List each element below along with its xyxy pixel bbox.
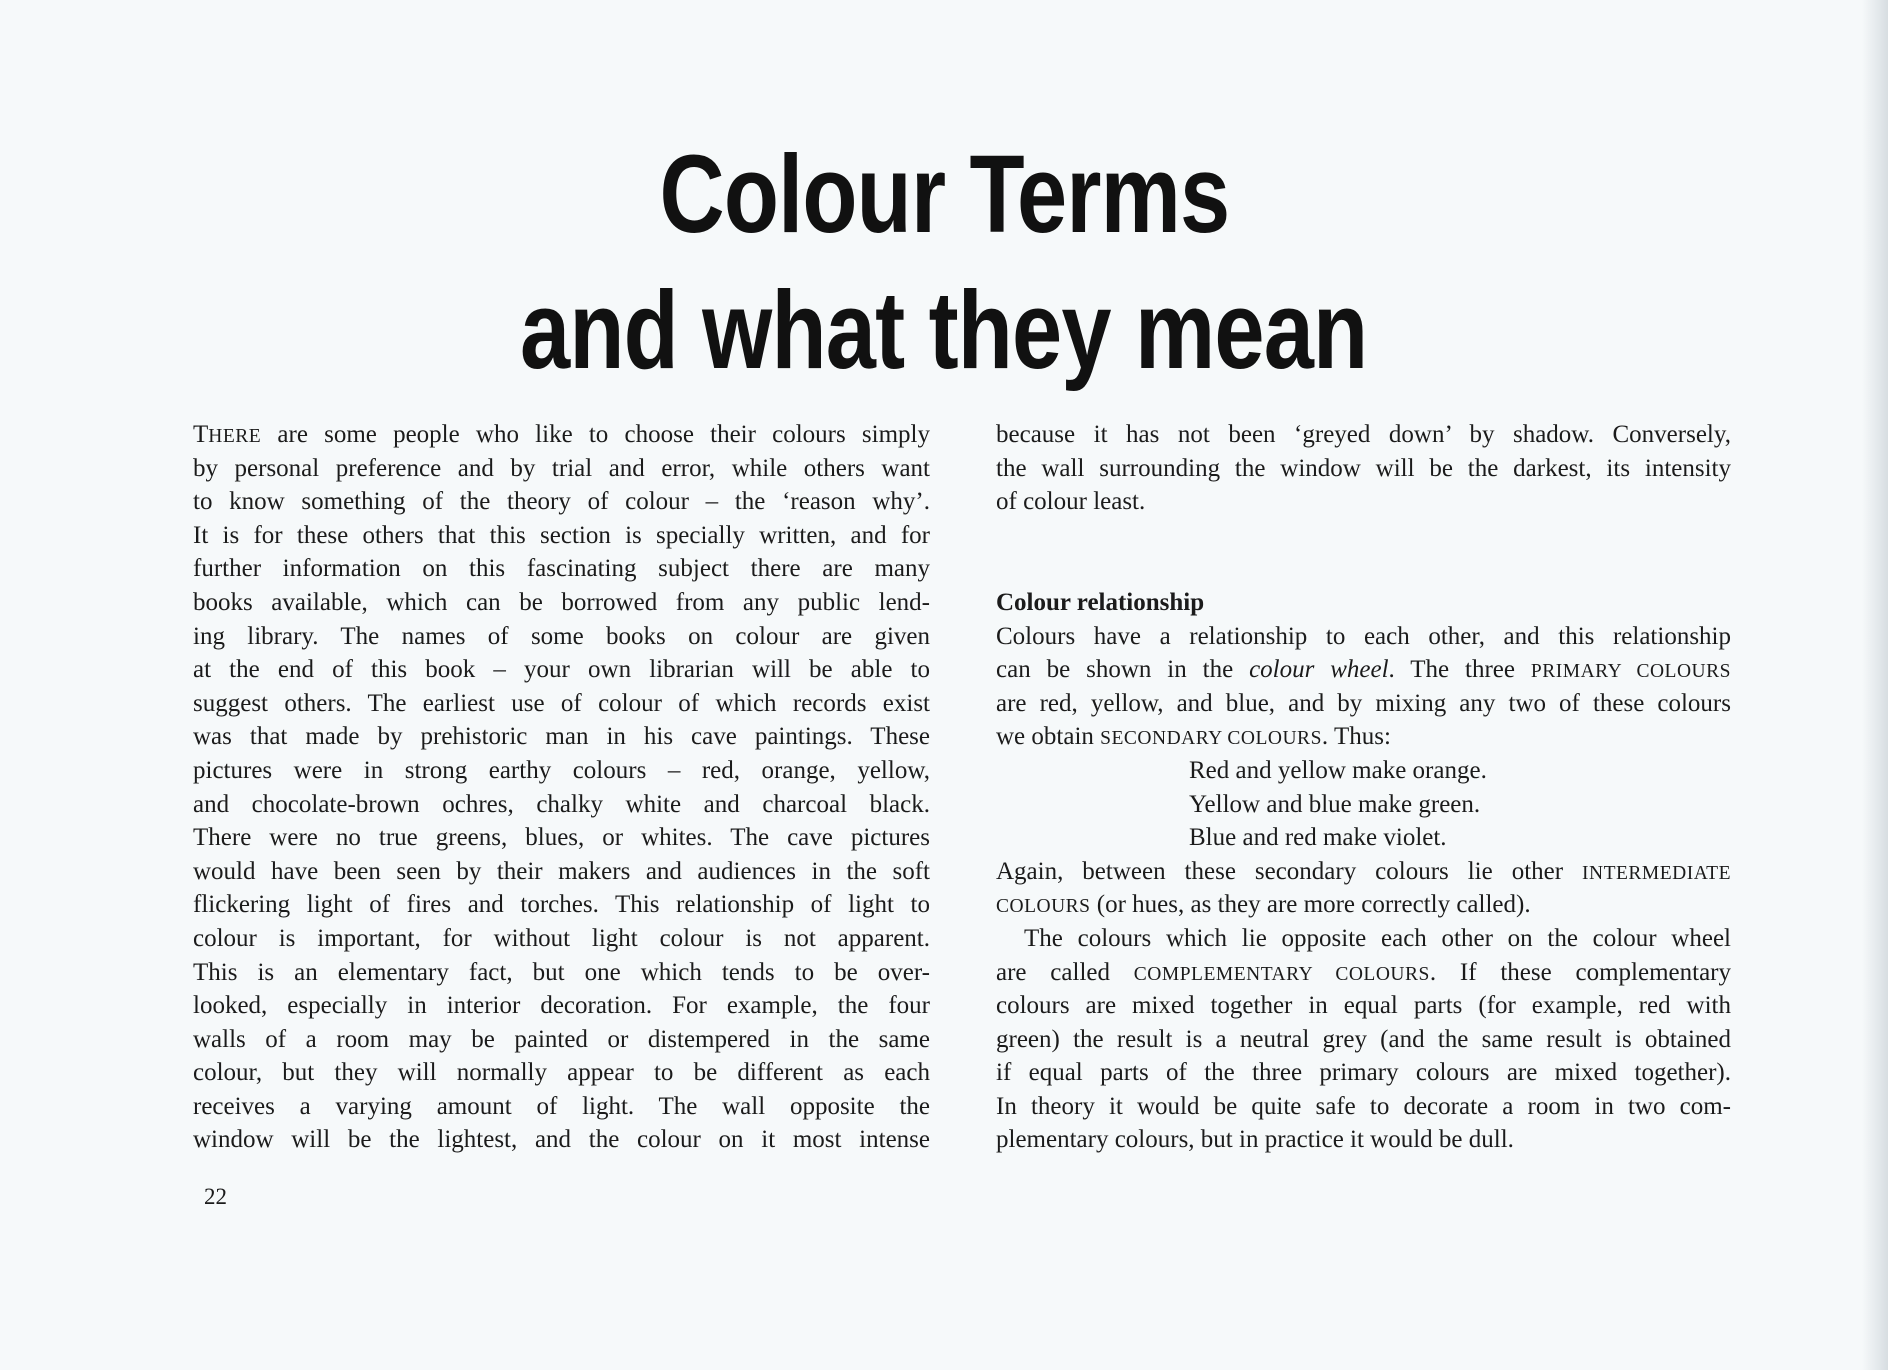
- text-segment: In theory it would be quite safe to decorate a room in two com-: [996, 1092, 1731, 1120]
- text-segment: Again, between these secondary colours lie other: [996, 857, 1583, 885]
- text-line: [193, 418, 930, 452]
- text-segment: Blue and red make violet.: [1189, 824, 1447, 852]
- text-line: [193, 989, 930, 1023]
- text-segment: The colours which lie opposite each other on the colour wheel: [1024, 924, 1731, 952]
- text-segment: the wall surrounding the window will be the darkest, its intensity: [996, 454, 1731, 482]
- text-segment: pictures were in strong earthy colours – red, orange, yellow,: [193, 756, 930, 784]
- text-line: [193, 888, 930, 922]
- text-line: [193, 452, 930, 486]
- small-caps-term: PRIMARY COLOURS: [1530, 661, 1731, 683]
- text-line: [996, 620, 1731, 654]
- small-caps-term: HERE: [208, 426, 262, 447]
- left-text-column: [193, 418, 930, 1157]
- text-line: [996, 1056, 1731, 1090]
- text-segment: books available, which can be borrowed from any public lend-: [193, 588, 930, 616]
- text-line: [996, 418, 1731, 452]
- text-line: [996, 754, 1731, 788]
- text-segment: would have been seen by their makers and audiences in the soft: [193, 857, 930, 885]
- text-segment: Colours have a relationship to each other, and this relationship: [996, 622, 1731, 650]
- text-line: [996, 1123, 1731, 1157]
- text-line: [996, 788, 1731, 822]
- text-line: [996, 1023, 1731, 1057]
- text-line: [996, 922, 1731, 956]
- text-line: [193, 1023, 930, 1057]
- text-segment: of colour least.: [996, 488, 1146, 516]
- text-line: [996, 687, 1731, 721]
- blank-line: [996, 552, 1731, 586]
- text-line: [193, 552, 930, 586]
- text-segment: It is for these others that this section is specially written, and for: [193, 521, 930, 549]
- text-segment: Red and yellow make orange.: [1189, 756, 1487, 784]
- text-line: [996, 1090, 1731, 1124]
- text-segment: . Thus:: [1321, 723, 1391, 751]
- title-line-1: [0, 133, 1888, 256]
- text-line: [996, 821, 1731, 855]
- small-caps-term: COMPLEMENTARY COLOURS: [1133, 963, 1430, 985]
- text-line: [193, 855, 930, 889]
- text-line: [996, 720, 1731, 754]
- text-segment: Yellow and blue make green.: [1189, 790, 1481, 818]
- text-segment: and chocolate-brown ochres, chalky white and charcoal black.: [193, 790, 930, 818]
- text-segment: looked, especially in interior decoration. For example, the four: [193, 992, 930, 1020]
- text-line: [193, 687, 930, 721]
- text-segment: This is an elementary fact, but one which tends to be over-: [193, 958, 930, 986]
- text-line: [996, 989, 1731, 1023]
- text-segment: colour, but they will normally appear to be different as each: [193, 1059, 930, 1087]
- text-line: [193, 485, 930, 519]
- text-segment: . If these complementary: [1429, 958, 1732, 986]
- small-caps-term: INTERMEDIATE: [1582, 862, 1731, 884]
- text-segment: if equal parts of the three primary colours are mixed together).: [996, 1059, 1731, 1087]
- text-segment: are called: [996, 958, 1134, 986]
- text-segment: There were no true greens, blues, or whites. The cave pictures: [193, 824, 930, 852]
- italic-term: colour wheel: [1249, 656, 1389, 684]
- text-line: [193, 1090, 930, 1124]
- text-segment: to know something of the theory of colour – the ‘reason why’.: [193, 488, 930, 516]
- text-line: [193, 1056, 930, 1090]
- text-line: [193, 956, 930, 990]
- text-line: [193, 821, 930, 855]
- text-segment: we obtain: [996, 723, 1101, 751]
- text-segment: can be shown in the: [996, 656, 1250, 684]
- text-line: [996, 956, 1731, 990]
- text-segment: window will be the lightest, and the colour on it most intense: [193, 1126, 930, 1154]
- text-segment: are red, yellow, and blue, and by mixing any two of these colours: [996, 689, 1731, 717]
- text-line: [193, 620, 930, 654]
- text-segment: further information on this fascinating subject there are many: [193, 555, 930, 583]
- text-line: [193, 788, 930, 822]
- text-segment: are some people who like to choose their colours simply: [261, 421, 930, 448]
- text-line: [996, 888, 1731, 922]
- text-segment: flickering light of fires and torches. This relationship of light to: [193, 891, 930, 919]
- text-line: [193, 754, 930, 788]
- text-line: [193, 720, 930, 754]
- text-segment: colour is important, for without light colour is not apparent.: [193, 924, 930, 952]
- text-segment: colours are mixed together in equal parts (for example, red with: [996, 992, 1731, 1020]
- text-line: [193, 519, 930, 553]
- text-line: [996, 452, 1731, 486]
- text-segment: green) the result is a neutral grey (and the same result is obtained: [996, 1025, 1731, 1053]
- text-segment: at the end of this book – your own librarian will be able to: [193, 656, 930, 684]
- text-segment: was that made by prehistoric man in his cave paintings. These: [193, 723, 930, 751]
- blank-line: [996, 519, 1731, 553]
- text-segment: plementary colours, but in practice it would be dull.: [996, 1126, 1514, 1154]
- text-line: [193, 653, 930, 687]
- text-line: [996, 485, 1731, 519]
- text-line: [996, 653, 1731, 687]
- text-segment: by personal preference and by trial and error, while others want: [193, 454, 930, 482]
- text-line: [996, 586, 1731, 620]
- text-segment: (or hues, as they are more correctly called).: [1090, 891, 1531, 919]
- title-text: Colour Terms: [659, 133, 1229, 256]
- small-caps-term: SECONDARY COLOURS: [1100, 728, 1322, 750]
- text-line: [193, 586, 930, 620]
- text-segment: walls of a room may be painted or distempered in the same: [193, 1025, 930, 1053]
- text-segment: T: [193, 421, 209, 448]
- section-heading: Colour relationship: [996, 588, 1205, 616]
- text-segment: ing library. The names of some books on colour are given: [193, 622, 930, 650]
- text-segment: . The three: [1388, 656, 1531, 684]
- small-caps-term: COLOURS: [996, 896, 1091, 918]
- text-segment: receives a varying amount of light. The wall opposite the: [193, 1092, 930, 1120]
- title-line-2: [0, 269, 1888, 392]
- right-text-column: [996, 418, 1731, 1157]
- text-segment: suggest others. The earliest use of colour of which records exist: [193, 689, 930, 717]
- text-line: [193, 922, 930, 956]
- text-line: [996, 855, 1731, 889]
- subtitle-text: and what they mean: [520, 269, 1368, 392]
- text-segment: because it has not been ‘greyed down’ by shadow. Conversely,: [996, 421, 1731, 448]
- page-number: 22: [204, 1184, 227, 1209]
- text-line: [193, 1123, 930, 1157]
